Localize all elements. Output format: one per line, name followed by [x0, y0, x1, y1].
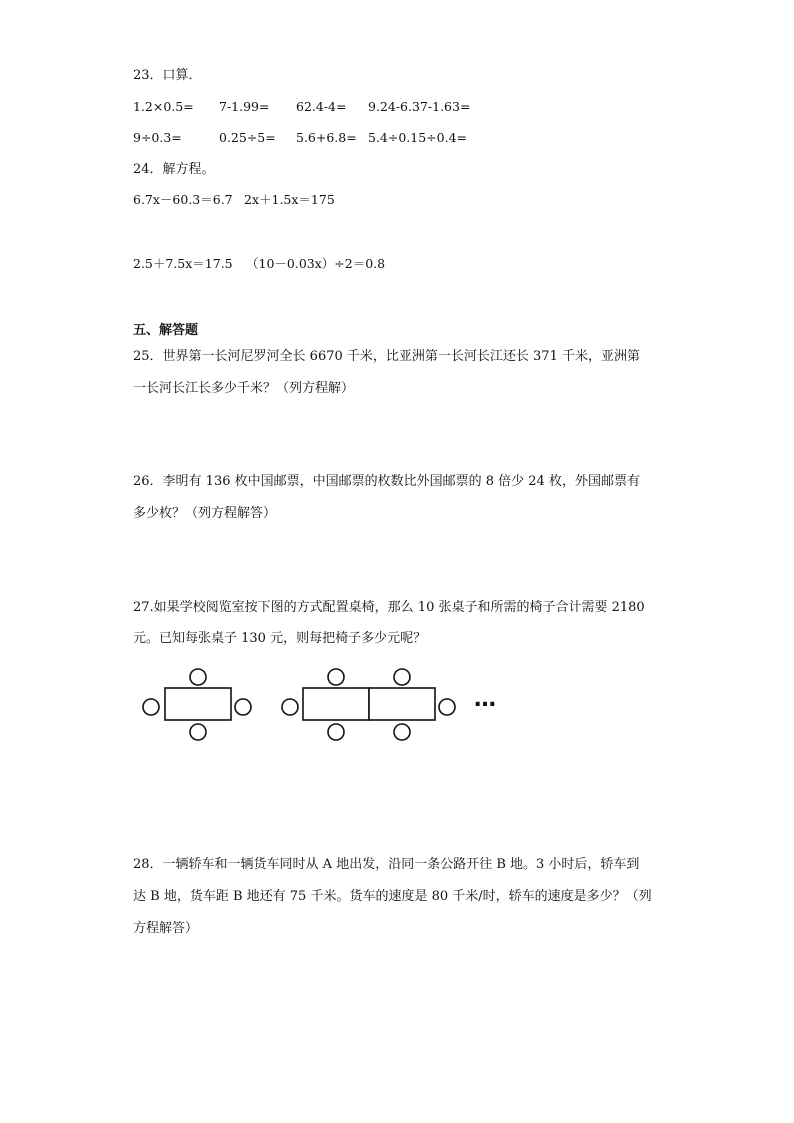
equation: 2x＋1.5x＝175 [244, 192, 335, 207]
chair [394, 724, 410, 740]
q27-line-1: 27.如果学校阅览室按下图的方式配置桌椅，那么 10 张桌子和所需的椅子合计需要 2180 [133, 600, 645, 615]
chair [190, 669, 206, 685]
chair [282, 699, 298, 715]
equation: （10－0.03x）÷2＝0.8 [246, 256, 386, 271]
q28-line-1: 28．一辆轿车和一辆货车同时从 A 地出发，沿同一条公路开往 B 地。3 小时后，轿车到 [133, 857, 640, 872]
chair [394, 669, 410, 685]
q23-item: 0.25÷5= [219, 130, 276, 145]
q25-line-2: 一长河长江长多少千米？（列方程解） [133, 381, 355, 396]
chair [328, 724, 344, 740]
chair [190, 724, 206, 740]
table [165, 688, 231, 720]
equation: 2.5＋7.5x＝17.5 [133, 256, 233, 271]
section-heading: 五、解答题 [133, 323, 199, 338]
q23-item: 62.4-4= [296, 99, 347, 114]
q23-title: 23．口算． [133, 68, 202, 83]
chair [143, 699, 159, 715]
q24-title: 24．解方程。 [133, 162, 215, 177]
table [369, 688, 435, 720]
q28-line-2: 达 B 地，货车距 B 地还有 75 千米。货车的速度是 80 千米/时，轿车的速度是多少？（列 [133, 889, 652, 904]
table [303, 688, 369, 720]
q26-line-2: 多少枚？（列方程解答） [133, 506, 277, 521]
q23-item: 7-1.99= [219, 99, 270, 114]
q23-item: 1.2×0.5= [133, 99, 194, 114]
q25-line-1: 25．世界第一长河尼罗河全长 6670 千米，比亚洲第一长河长江还长 371 千米，亚洲第 [133, 349, 640, 364]
q23-item: 5.4÷0.15÷0.4= [368, 130, 468, 145]
chair [439, 699, 455, 715]
q23-item: 9÷0.3= [133, 130, 182, 145]
q26-line-1: 26．李明有 136 枚中国邮票，中国邮票的枚数比外国邮票的 8 倍少 24 枚，外国邮票有 [133, 474, 640, 489]
q23-item: 9.24-6.37-1.63= [368, 99, 471, 114]
chair [235, 699, 251, 715]
tables-chairs-figure [136, 664, 506, 750]
chair [328, 669, 344, 685]
tables-diagram [136, 664, 506, 746]
equation: 6.7x－60.3＝6.7 [133, 192, 233, 207]
q23-item: 5.6+6.8= [296, 130, 357, 145]
q27-line-2: 元。已知每张桌子 130 元，则每把椅子多少元呢？ [133, 631, 427, 646]
q28-line-3: 方程解答） [133, 921, 199, 936]
ellipsis: … [474, 687, 496, 712]
